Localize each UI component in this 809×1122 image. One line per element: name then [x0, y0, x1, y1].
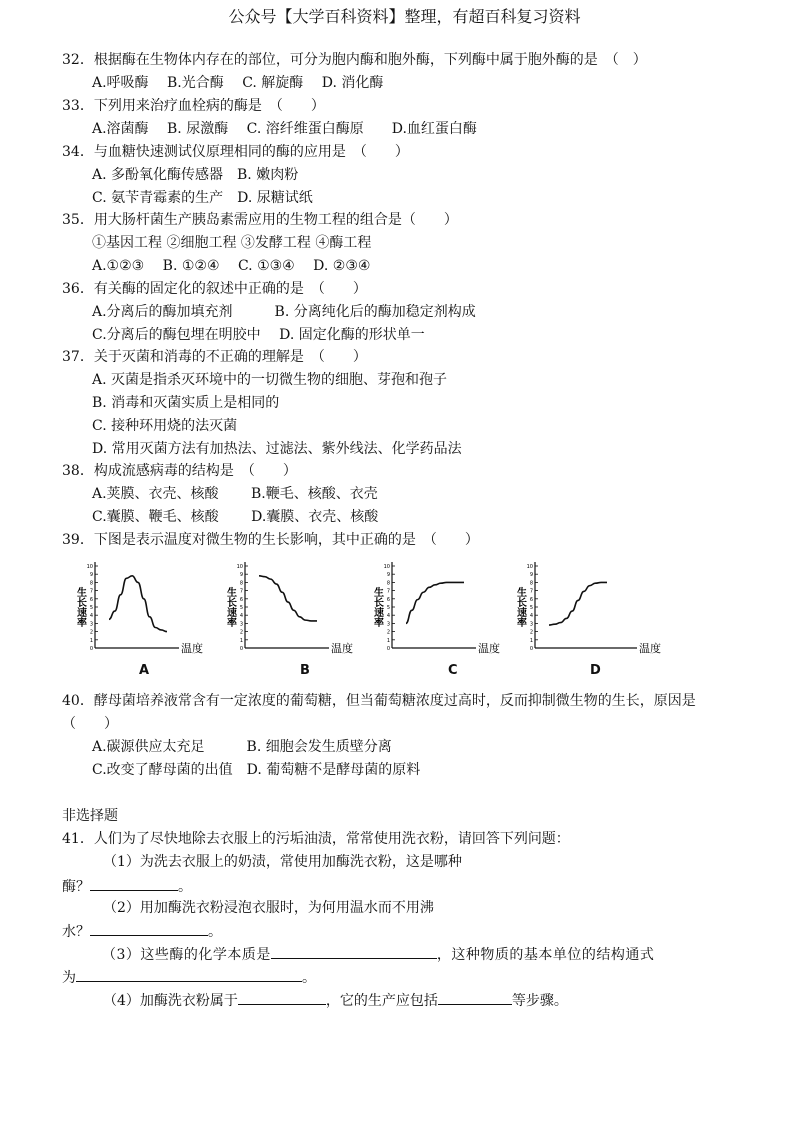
section-title: 非选择题 — [62, 808, 118, 824]
question-32-options: A.呼吸酶 B.光合酶 C. 解旋酶 D. 消化酶 — [92, 75, 384, 91]
question-37-option-c: C. 接种环用烧的法灭菌 — [92, 418, 238, 434]
y-tick-label: 10 — [526, 564, 533, 570]
x-axis-label: 温度 — [639, 642, 661, 655]
question-34-stem: 34．与血糖快速测试仪原理相同的酶的应用是 （ ） — [62, 144, 409, 160]
answer-blank-1[interactable] — [90, 876, 178, 891]
growth-curve — [259, 576, 317, 621]
y-tick-label: 2 — [89, 629, 93, 636]
y-tick-label: 6 — [89, 596, 93, 603]
question-40-options-row1: A.碳源供应太充足 B. 细胞会发生质壁分离 — [92, 739, 392, 755]
y-tick-label: 10 — [236, 564, 243, 570]
y-tick-label: 2 — [529, 629, 533, 636]
chart-c — [371, 556, 500, 660]
y-axis-label: 生长速率 — [371, 587, 383, 627]
y-tick-label: 3 — [529, 621, 533, 628]
part1-prefix: 酶？ — [62, 879, 90, 895]
y-tick-label: 4 — [529, 613, 533, 620]
y-tick-label: 6 — [529, 596, 533, 603]
y-axis-label: 生长速率 — [224, 587, 236, 627]
question-41-part3 — [62, 944, 748, 965]
part2-prefix: 水？ — [62, 924, 90, 940]
question-40-options-row2: C.改变了酵母菌的出值 D. 葡萄糖不是酵母菌的原料 — [92, 762, 421, 778]
question-32-stem: 32．根据酶在生物体内存在的部位，可分为胞内酶和胞外酶，下列酶中属于胞外酶的是 （ ） — [62, 52, 647, 68]
question-36-options-row1: A.分离后的酶加填充剂 B. 分离纯化后的酶加稳定剂构成 — [92, 304, 476, 320]
y-tick-label: 7 — [386, 588, 390, 595]
y-axis-label: 生长速率 — [514, 587, 526, 627]
answer-blank-2[interactable] — [90, 921, 208, 936]
y-tick-label: 2 — [239, 629, 243, 636]
part4-middle: ，它的生产应包括 — [325, 993, 438, 1009]
y-tick-label: 10 — [86, 564, 93, 570]
y-tick-label: 5 — [239, 605, 243, 611]
question-41-stem: 41．人们为了尽快地除去衣服上的污垢油渍，常常使用洗衣粉，请回答下列问题： — [62, 831, 570, 847]
question-34-options-row2: C. 氨苄青霉素的生产 D. 尿糖试纸 — [92, 190, 313, 206]
y-tick-label: 9 — [386, 572, 390, 579]
question-40-stem: 40．酵母菌培养液常含有一定浓度的葡萄糖，但当葡萄糖浓度过高时，反而抑制微生物的生长，原因是 — [62, 693, 696, 709]
y-tick-label: 0 — [529, 646, 533, 652]
growth-curve — [109, 576, 167, 632]
y-tick-label: 3 — [239, 621, 243, 628]
question-33-options: A.溶菌酶 B. 尿激酶 C. 溶纤维蛋白酶原 D.血红蛋白酶 — [92, 121, 477, 137]
y-tick-label: 7 — [529, 588, 533, 595]
y-tick-label: 9 — [529, 572, 533, 579]
question-39-stem: 39．下图是表示温度对微生物的生长影响，其中正确的是 （ ） — [62, 532, 479, 548]
y-tick-label: 5 — [386, 605, 390, 611]
y-tick-label: 1 — [239, 637, 243, 644]
part4-suffix: 等步骤。 — [511, 993, 568, 1009]
chart-b — [224, 556, 353, 660]
y-tick-label: 0 — [239, 646, 243, 652]
question-36-options-row2: C.分离后的酶包埋在明胶中 D. 固定化酶的形状单一 — [92, 327, 425, 343]
question-36-stem: 36．有关酶的固定化的叙述中正确的是 （ ） — [62, 281, 367, 297]
question-38-options-row2: C.囊膜、鞭毛、核酸 D.囊膜、衣壳、核酸 — [92, 509, 379, 525]
y-tick-label: 9 — [89, 572, 93, 579]
y-tick-label: 3 — [89, 621, 93, 628]
y-tick-label: 10 — [383, 564, 390, 570]
y-tick-label: 9 — [239, 572, 243, 579]
part2-end: 。 — [208, 924, 222, 940]
chart-d — [514, 556, 668, 660]
question-41-part3-answer — [62, 967, 316, 988]
y-tick-label: 3 — [386, 621, 390, 628]
growth-curve — [406, 582, 464, 623]
question-41-part1: （1）为洗去衣服上的奶渍，常使用加酶洗衣粉，这是哪种 — [103, 854, 462, 870]
y-tick-label: 8 — [386, 580, 390, 587]
chart-d-label: D — [590, 663, 601, 678]
y-tick-label: 7 — [89, 588, 93, 595]
chart-a — [74, 556, 203, 660]
y-tick-label: 6 — [239, 596, 243, 603]
growth-curve — [549, 582, 607, 625]
y-tick-label: 0 — [89, 646, 93, 652]
y-tick-label: 5 — [529, 605, 533, 611]
answer-blank-4[interactable] — [76, 967, 302, 982]
answer-blank-5[interactable] — [238, 990, 326, 1005]
x-axis-label: 温度 — [331, 642, 353, 655]
part4-prefix: （4）加酶洗衣粉属于 — [103, 993, 238, 1009]
answer-blank-6[interactable] — [438, 990, 512, 1005]
question-35-stem: 35．用大肠杆菌生产胰岛素需应用的生物工程的组合是（ ） — [62, 212, 458, 228]
y-tick-label: 5 — [89, 605, 93, 611]
question-41-part2-answer — [62, 921, 222, 942]
part1-end: 。 — [178, 879, 192, 895]
part3-prefix: （3）这些酶的化学本质是 — [102, 947, 271, 963]
question-37-option-a: A. 灭菌是指杀灭环境中的一切微生物的细胞、芽孢和孢子 — [92, 372, 448, 388]
y-tick-label: 1 — [386, 637, 390, 644]
question-33-stem: 33．下列用来治疗血栓病的酶是 （ ） — [62, 98, 325, 114]
y-tick-label: 4 — [386, 613, 390, 620]
question-34-options-row1: A. 多酚氧化酶传感器 B. 嫩肉粉 — [92, 167, 299, 183]
x-axis-label: 温度 — [478, 642, 500, 655]
y-tick-label: 2 — [386, 629, 390, 636]
question-35-items: ①基因工程 ②细胞工程 ③发酵工程 ④酶工程 — [92, 235, 372, 251]
y-tick-label: 4 — [89, 613, 93, 620]
y-tick-label: 8 — [529, 580, 533, 587]
question-41-part2: （2）用加酶洗衣粉浸泡衣服时，为何用温水而不用沸 — [103, 900, 434, 916]
y-tick-label: 0 — [386, 646, 390, 652]
question-38-options-row1: A.荚膜、衣壳、核酸 B.鞭毛、核酸、衣壳 — [92, 486, 378, 502]
question-41-part1-answer — [62, 876, 192, 897]
y-tick-label: 4 — [239, 613, 243, 620]
y-axis-label: 生长速率 — [74, 587, 86, 627]
page-header: 公众号【大学百科资料】整理，有超百科复习资料 — [228, 7, 581, 26]
part3-end: 。 — [302, 970, 316, 986]
part3-suffix: ，这种物质的基本单位的结构通式 — [436, 947, 655, 963]
chart-b-label: B — [300, 663, 310, 678]
y-tick-label: 1 — [89, 637, 93, 644]
question-38-stem: 38．构成流感病毒的结构是 （ ） — [62, 463, 297, 479]
question-40-paren: （ ） — [62, 716, 118, 732]
chart-a-label: A — [139, 663, 150, 678]
question-35-options: A.①②③ B. ①②④ C. ①③④ D. ②③④ — [92, 258, 371, 274]
y-tick-label: 7 — [239, 588, 243, 595]
chart-c-label: C — [448, 663, 458, 678]
y-tick-label: 1 — [529, 637, 533, 644]
x-axis-label: 温度 — [181, 642, 203, 655]
question-41-part4 — [103, 990, 568, 1011]
part3-lead: 为 — [62, 970, 76, 986]
y-tick-label: 6 — [386, 596, 390, 603]
question-37-stem: 37．关于灭菌和消毒的不正确的理解是 （ ） — [62, 349, 367, 365]
question-37-option-d: D. 常用灭菌方法有加热法、过滤法、紫外线法、化学药品法 — [92, 441, 462, 457]
question-37-option-b: B. 消毒和灭菌实质上是相同的 — [92, 395, 280, 411]
y-tick-label: 8 — [89, 580, 93, 587]
y-tick-label: 8 — [239, 580, 243, 587]
answer-blank-3[interactable] — [271, 944, 437, 959]
